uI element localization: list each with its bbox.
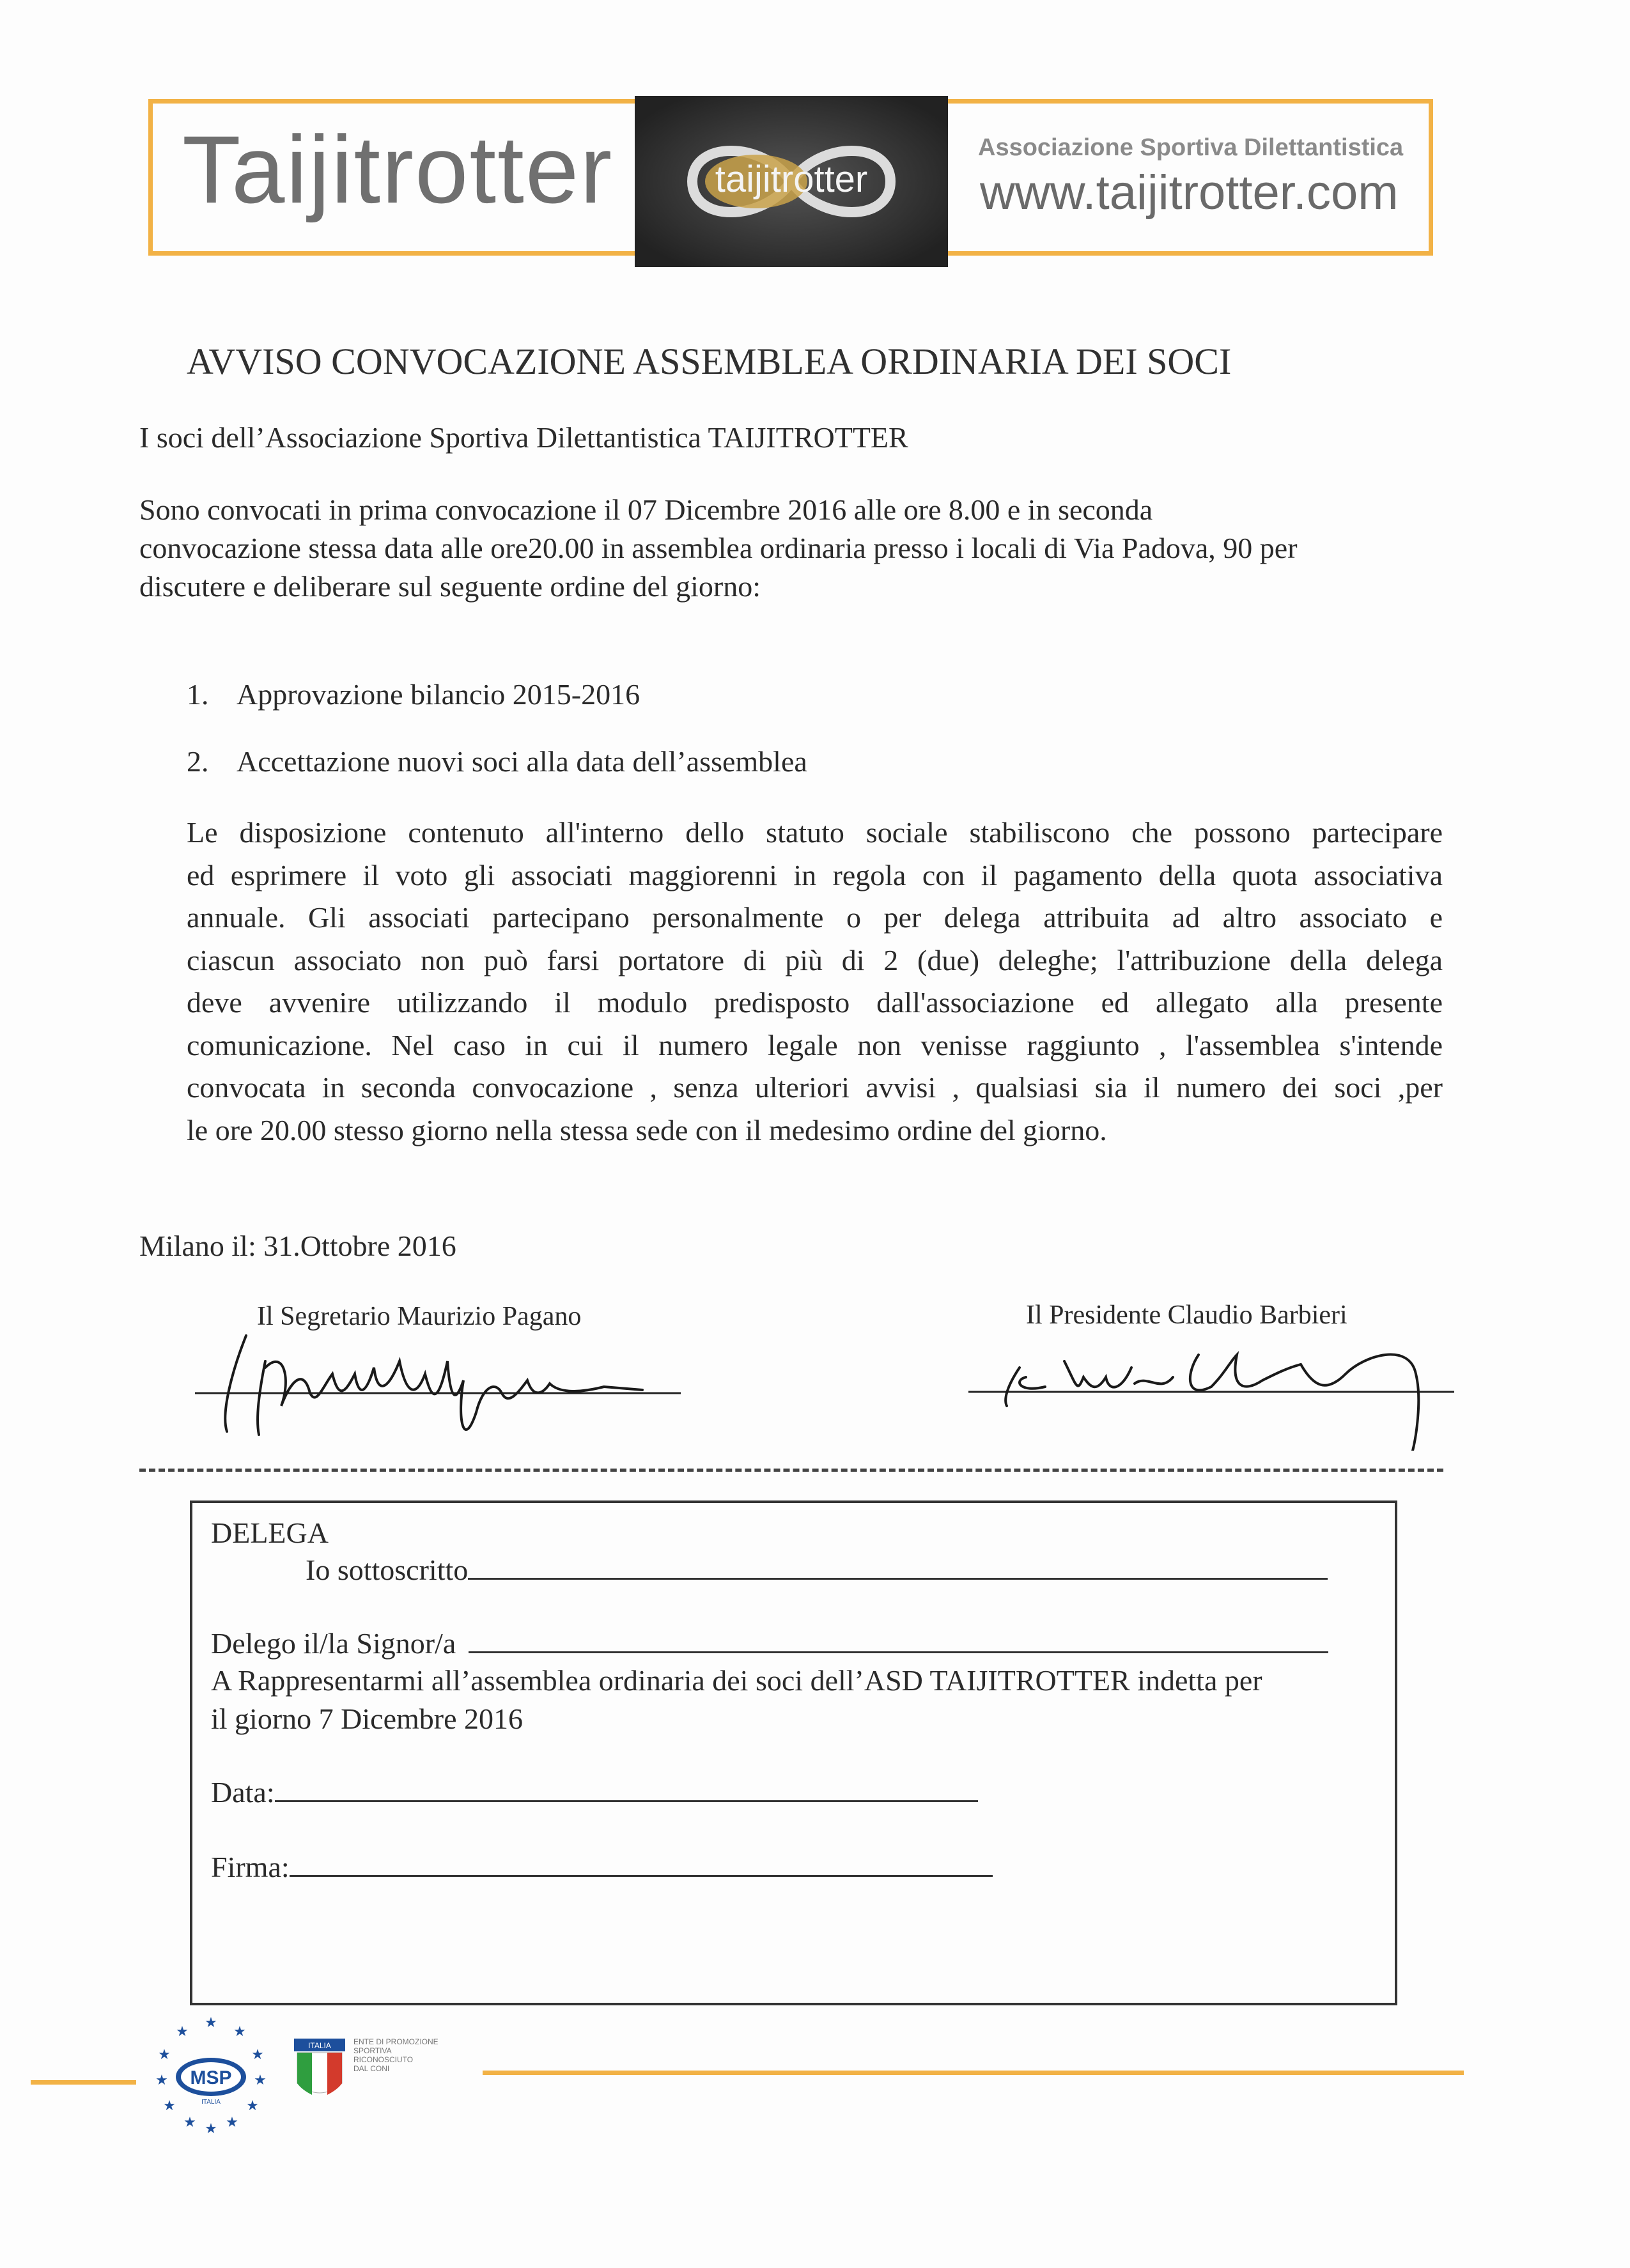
svg-text:★: ★ bbox=[226, 2115, 238, 2131]
paragraph-line: annuale. Gli associati partecipano personalmente o per delega attribuita ad altro associato e bbox=[187, 901, 1443, 934]
undersigned-row bbox=[306, 1553, 1328, 1587]
svg-text:★: ★ bbox=[205, 2121, 217, 2134]
svg-text:★: ★ bbox=[163, 2098, 176, 2114]
brand-name: Taijitrotter bbox=[182, 116, 614, 223]
paragraph-line: Le disposizione contenuto all'interno dello statuto sociale stabiliscono che possono partecipare bbox=[187, 816, 1443, 849]
msp-logo bbox=[150, 2013, 272, 2134]
place-date: Milano il: 31.Ottobre 2016 bbox=[139, 1230, 456, 1262]
document-title: AVVISO CONVOCAZIONE ASSEMBLEA ORDINARIA DEI SOCI bbox=[187, 341, 1232, 382]
paragraph-line: discutere e deliberare sul seguente ordine del giorno: bbox=[139, 570, 761, 603]
president-label: Il Presidente Claudio Barbieri bbox=[1026, 1300, 1347, 1330]
msp-logo-subtext: ITALIA bbox=[201, 2099, 221, 2106]
paragraph-line: comunicazione. Nel caso in cui il numero legale non venisse raggiunto , l'assemblea s'intende bbox=[187, 1028, 1443, 1061]
paragraph-line: A Rappresentarmi all’assemblea ordinaria dei soci dell’ASD TAIJITROTTER indetta per bbox=[211, 1664, 1262, 1697]
svg-text:★: ★ bbox=[158, 2047, 171, 2063]
agenda-item bbox=[187, 744, 807, 778]
flag-label: ITALIA bbox=[308, 2041, 331, 2050]
date-label: Data: bbox=[211, 1776, 275, 1809]
italia-flag-icon bbox=[294, 2039, 345, 2102]
footer-accent-line bbox=[31, 2080, 136, 2085]
header-website-link[interactable]: www.taijitrotter.com bbox=[980, 166, 1399, 220]
infinity-logo-icon bbox=[635, 96, 948, 267]
agenda-text: Accettazione nuovi soci alla data dell’assemblea bbox=[237, 745, 807, 778]
coni-recognition-text bbox=[353, 2037, 456, 2073]
intro-line: I soci dell’Associazione Sportiva Dilettantistica TAIJITROTTER bbox=[139, 421, 908, 454]
representation-text bbox=[211, 1662, 1262, 1738]
separator-dashed-line bbox=[139, 1469, 1443, 1472]
undersigned-label: Io sottoscritto bbox=[306, 1554, 469, 1586]
msp-logo-text: MSP bbox=[190, 2067, 232, 2088]
footer-accent-line bbox=[483, 2071, 1464, 2075]
president-signature bbox=[968, 1316, 1454, 1451]
paragraph-line: il giorno 7 Dicembre 2016 bbox=[211, 1702, 524, 1735]
delegation-title: DELEGA bbox=[211, 1516, 329, 1549]
delegate-name-field[interactable] bbox=[469, 1632, 1328, 1653]
paragraph-line: deve avvenire utilizzando il modulo predisposto dall'associazione ed allegato alla presente bbox=[187, 986, 1443, 1019]
svg-text:★: ★ bbox=[176, 2024, 189, 2040]
convocation-paragraph bbox=[139, 491, 1431, 606]
header-subtitle: Associazione Sportiva Dilettantistica bbox=[978, 134, 1404, 161]
svg-text:★: ★ bbox=[254, 2072, 267, 2088]
secretary-label: Il Segretario Maurizio Pagano bbox=[257, 1302, 582, 1331]
svg-text:★: ★ bbox=[155, 2072, 168, 2088]
delegate-label: Delego il/la Signor/a bbox=[211, 1627, 456, 1660]
paragraph-line: convocazione stessa data alle ore20.00 in assemblea ordinaria presso i locali di Via Padova, 90 per bbox=[139, 532, 1298, 564]
logo-text: taijitrotter bbox=[715, 158, 868, 200]
delegate-row bbox=[211, 1626, 1328, 1660]
coni-line: ENTE DI PROMOZIONE bbox=[353, 2037, 439, 2046]
svg-text:★: ★ bbox=[183, 2115, 196, 2131]
svg-text:★: ★ bbox=[233, 2024, 246, 2040]
svg-text:★: ★ bbox=[205, 2015, 217, 2031]
svg-text:★: ★ bbox=[251, 2047, 264, 2063]
signature-field[interactable] bbox=[290, 1856, 993, 1877]
undersigned-name-field[interactable] bbox=[468, 1559, 1328, 1580]
secretary-signature bbox=[195, 1323, 681, 1457]
date-row bbox=[211, 1775, 978, 1809]
taijitrotter-logo bbox=[635, 96, 948, 267]
agenda-number: 1. bbox=[187, 678, 209, 711]
signature-label: Firma: bbox=[211, 1851, 290, 1883]
coni-line: RICONOSCIUTO bbox=[353, 2055, 414, 2064]
coni-line: DAL CONI bbox=[353, 2064, 390, 2073]
svg-text:★: ★ bbox=[246, 2098, 259, 2114]
agenda-text: Approvazione bilancio 2015-2016 bbox=[237, 678, 640, 711]
paragraph-line: ed esprimere il voto gli associati maggiorenni in regola con il pagamento della quota associativa bbox=[187, 858, 1443, 891]
coni-line: SPORTIVA bbox=[353, 2046, 392, 2055]
paragraph-line: ciascun associato non può farsi portatore di più di 2 (due) deleghe; l'attribuzione della delega bbox=[187, 943, 1443, 976]
signature-row bbox=[211, 1850, 993, 1884]
agenda-number: 2. bbox=[187, 745, 209, 778]
provisions-paragraph bbox=[187, 812, 1443, 1152]
paragraph-line: convocata in seconda convocazione , senza ulteriori avvisi , qualsiasi sia il numero dei soci ,per bbox=[187, 1071, 1443, 1104]
agenda-item bbox=[187, 677, 640, 711]
paragraph-line: Sono convocati in prima convocazione il 07 Dicembre 2016 alle ore 8.00 e in seconda bbox=[139, 493, 1153, 526]
date-field[interactable] bbox=[275, 1781, 978, 1802]
paragraph-line: le ore 20.00 stesso giorno nella stessa sede con il medesimo ordine del giorno. bbox=[187, 1113, 1107, 1146]
